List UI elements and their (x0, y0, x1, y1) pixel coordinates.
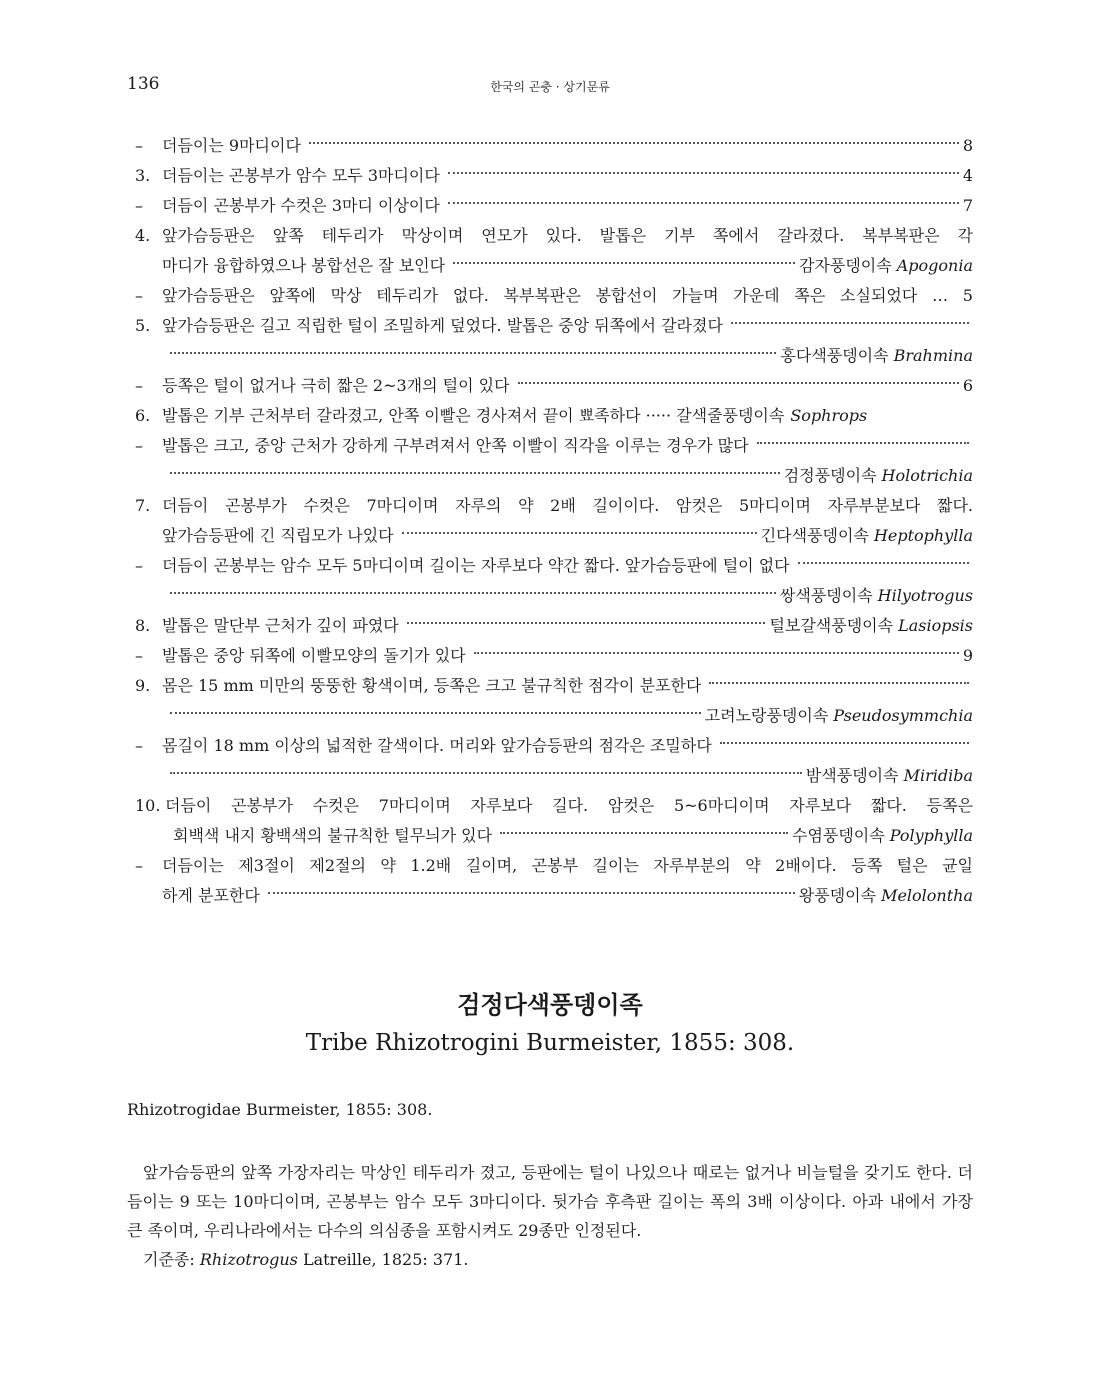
dot-leader (453, 262, 795, 264)
dot-leader (500, 832, 788, 834)
dot-leader (731, 322, 969, 324)
key-line (135, 461, 973, 491)
key-line (135, 701, 973, 731)
couplet-text: 몸길이 18 mm 이상의 넓적한 갈색이다. 머리와 앞가슴등판의 점각은 조밀하다 (162, 736, 712, 755)
couplet-target: 고려노랑풍뎅이속 (704, 706, 829, 725)
tribe-description (127, 1158, 973, 1274)
couplet-target: 밤색풍뎅이속 (805, 766, 899, 785)
couplet-target: 감자풍뎅이속 (798, 256, 892, 275)
dot-leader (518, 382, 959, 384)
key-line (135, 371, 973, 401)
couplet-number: 10. (135, 796, 161, 815)
couplet-number: 5. (135, 316, 151, 335)
couplet-number: – (135, 196, 143, 215)
couplet-text: 앞가슴등판에 긴 직립모가 나있다 (162, 526, 394, 545)
dot-leader (402, 532, 757, 534)
couplet-target: 4 (962, 166, 973, 185)
couplet-number: – (135, 286, 143, 305)
couplet-text: 몸은 15 mm 미만의 뚱뚱한 황색이며, 등쪽은 크고 불규칙한 점각이 분포한다 (162, 676, 702, 695)
couplet-text: 더듬이 곤봉부가 수컷은 7마디이며 자루보다 길다. 암컷은 5~6마디이며 자루보다 짧다. 등쪽은 (165, 796, 973, 815)
type-species-author: Latreille, 1825: 371. (302, 1250, 469, 1269)
couplet-text: 더듬이는 곤봉부가 암수 모두 3마디이다 (162, 166, 440, 185)
page-number: 136 (127, 74, 160, 94)
key-line (135, 191, 973, 221)
couplet-text: 더듬이는 제3절이 제2절의 약 1.2배 길이며, 곤봉부 길이는 자루부분의 약 2배이다. 등쪽 털은 균일 (162, 856, 973, 875)
couplet-text: 하게 분포한다 (162, 886, 260, 905)
dot-leader (709, 682, 969, 684)
type-species-genus: Rhizotrogus (199, 1250, 298, 1269)
key-line (135, 881, 973, 911)
dot-leader (170, 352, 776, 354)
key-line (135, 131, 973, 161)
genus-name: Lasiopsis (898, 616, 973, 635)
couplet-text: 회백색 내지 황백색의 불규칙한 털무늬가 있다 (173, 826, 493, 845)
couplet-number: 6. (135, 406, 151, 425)
couplet-text: 발톱은 기부 근처부터 갈라졌고, 안쪽 이빨은 경사져서 끝이 뾰족하다 ····· 갈색줄풍뎅이속 (162, 406, 785, 425)
couplet-text: 더듬이 곤봉부는 암수 모두 5마디이며 길이는 자루보다 약간 짧다. 앞가슴등판에 털이 없다 (162, 556, 790, 575)
couplet-target: 긴다색풍뎅이속 (760, 526, 869, 545)
type-species-label: 기준종: (143, 1250, 195, 1269)
dot-leader (309, 142, 959, 144)
key-line (135, 581, 973, 611)
couplet-number: – (135, 556, 143, 575)
page-header (127, 74, 973, 98)
key-line (135, 641, 973, 671)
couplet-target: 털보갈색풍뎅이속 (769, 616, 894, 635)
key-line (135, 491, 973, 521)
couplet-text: 발톱은 크고, 중앙 근처가 강하게 구부려져서 안쪽 이빨이 직각을 이루는 경우가 많다 (162, 436, 749, 455)
couplet-text: 더듬이 곤봉부가 수컷은 7마디이며 자루의 약 2배 길이이다. 암컷은 5마디이며 자루부분보다 짧다. (162, 496, 973, 515)
dot-leader (757, 442, 969, 444)
couplet-text: 더듬이 곤봉부가 수컷은 3마디 이상이다 (162, 196, 440, 215)
couplet-number: 7. (135, 496, 151, 515)
couplet-target: 7 (962, 196, 973, 215)
genus-name: Holotrichia (881, 466, 973, 485)
genus-name: Sophrops (790, 406, 868, 425)
key-line (135, 671, 973, 701)
synonym-citation: Rhizotrogidae Burmeister, 1855: 308. (127, 1100, 433, 1119)
couplet-text: 앞가슴등판은 앞쪽 테두리가 막상이며 연모가 있다. 발톱은 기부 쪽에서 갈라졌다. 복부복판은 각 (162, 226, 973, 245)
section-title: 검정다색풍뎅이족 (457, 991, 643, 1019)
key-line (135, 401, 973, 431)
key-line (135, 161, 973, 191)
genus-name: Apogonia (896, 256, 973, 275)
key-line (135, 251, 973, 281)
genus-name: Heptophylla (873, 526, 973, 545)
couplet-text: 마디가 융합하였으나 봉합선은 잘 보인다 (162, 256, 446, 275)
key-line (135, 761, 973, 791)
couplet-number: – (135, 436, 143, 455)
section-subtitle: Tribe Rhizotrogini Burmeister, 1855: 308. (305, 1030, 795, 1056)
couplet-text: 앞가슴등판은 길고 직립한 털이 조밀하게 덮었다. 발톱은 중앙 뒤쪽에서 갈라졌다 (162, 316, 723, 335)
key-line (135, 791, 973, 821)
genus-name: Brahmina (893, 346, 973, 365)
couplet-target: 왕풍뎅이속 (798, 886, 877, 905)
couplet-target: 홍다색풍뎅이속 (780, 346, 889, 365)
key-line (135, 731, 973, 761)
description-paragraph: 앞가슴등판의 앞쪽 가장자리는 막상인 테두리가 졌고, 등판에는 털이 나있으나 때로는 없거나 비늘털을 갖기도 한다. 더듬이는 9 또는 10마디이며, 곤봉부는 암수 모두 3마디이다. 뒷가슴 후측판 길이는 폭의 3배 이상이다. 아과 내에서 가장 큰 족이며, 우리나라에서는 다수의 의심종을 포함시켜도 29종만 인정된다. (127, 1163, 973, 1240)
couplet-number: 8. (135, 616, 151, 635)
genus-name: Melolontha (881, 886, 973, 905)
key-line (135, 611, 973, 641)
key-line (135, 341, 973, 371)
dot-leader (448, 202, 959, 204)
key-line (135, 221, 973, 251)
dot-leader (448, 172, 959, 174)
couplet-text: 앞가슴등판은 앞쪽에 막상 테두리가 없다. 복부복판은 봉합선이 가늘며 가운데 쪽은 소실되었다 … 5 (162, 286, 973, 305)
couplet-target: 9 (962, 646, 973, 665)
key-line (135, 431, 973, 461)
couplet-text: 더듬이는 9마디이다 (162, 136, 301, 155)
genus-name: Polyphylla (889, 826, 973, 845)
couplet-number: 3. (135, 166, 151, 185)
couplet-number: – (135, 856, 143, 875)
dot-leader (170, 772, 802, 774)
dot-leader (170, 712, 701, 714)
couplet-target: 수염풍뎅이속 (791, 826, 885, 845)
key-line (135, 521, 973, 551)
couplet-number: – (135, 646, 143, 665)
couplet-number: – (135, 136, 143, 155)
genus-name: Pseudosymmchia (833, 706, 973, 725)
dot-leader (170, 592, 776, 594)
running-title: 한국의 곤충 · 상기문류 (490, 80, 610, 94)
couplet-number: 4. (135, 226, 151, 245)
couplet-target: 검정풍뎅이속 (783, 466, 877, 485)
couplet-target: 6 (962, 376, 973, 395)
couplet-text: 발톱은 말단부 근처가 깊이 파였다 (162, 616, 399, 635)
dot-leader (720, 742, 969, 744)
identification-key (135, 131, 973, 911)
couplet-number: 9. (135, 676, 151, 695)
dot-leader (798, 562, 969, 564)
couplet-target: 쌍색풍뎅이속 (779, 586, 873, 605)
dot-leader (407, 622, 766, 624)
dot-leader (268, 892, 795, 894)
couplet-number: – (135, 736, 143, 755)
couplet-number: – (135, 376, 143, 395)
couplet-text: 발톱은 중앙 뒤쪽에 이빨모양의 돌기가 있다 (162, 646, 466, 665)
dot-leader (474, 652, 959, 654)
key-line (135, 311, 973, 341)
couplet-text: 등쪽은 털이 없거나 극히 짧은 2~3개의 털이 있다 (162, 376, 510, 395)
key-line (135, 281, 973, 311)
key-line (135, 851, 973, 881)
couplet-target: 8 (962, 136, 973, 155)
dot-leader (170, 472, 780, 474)
key-line (135, 821, 973, 851)
key-line (135, 551, 973, 581)
genus-name: Miridiba (903, 766, 973, 785)
type-species (127, 1245, 973, 1274)
genus-name: Hilyotrogus (877, 586, 973, 605)
